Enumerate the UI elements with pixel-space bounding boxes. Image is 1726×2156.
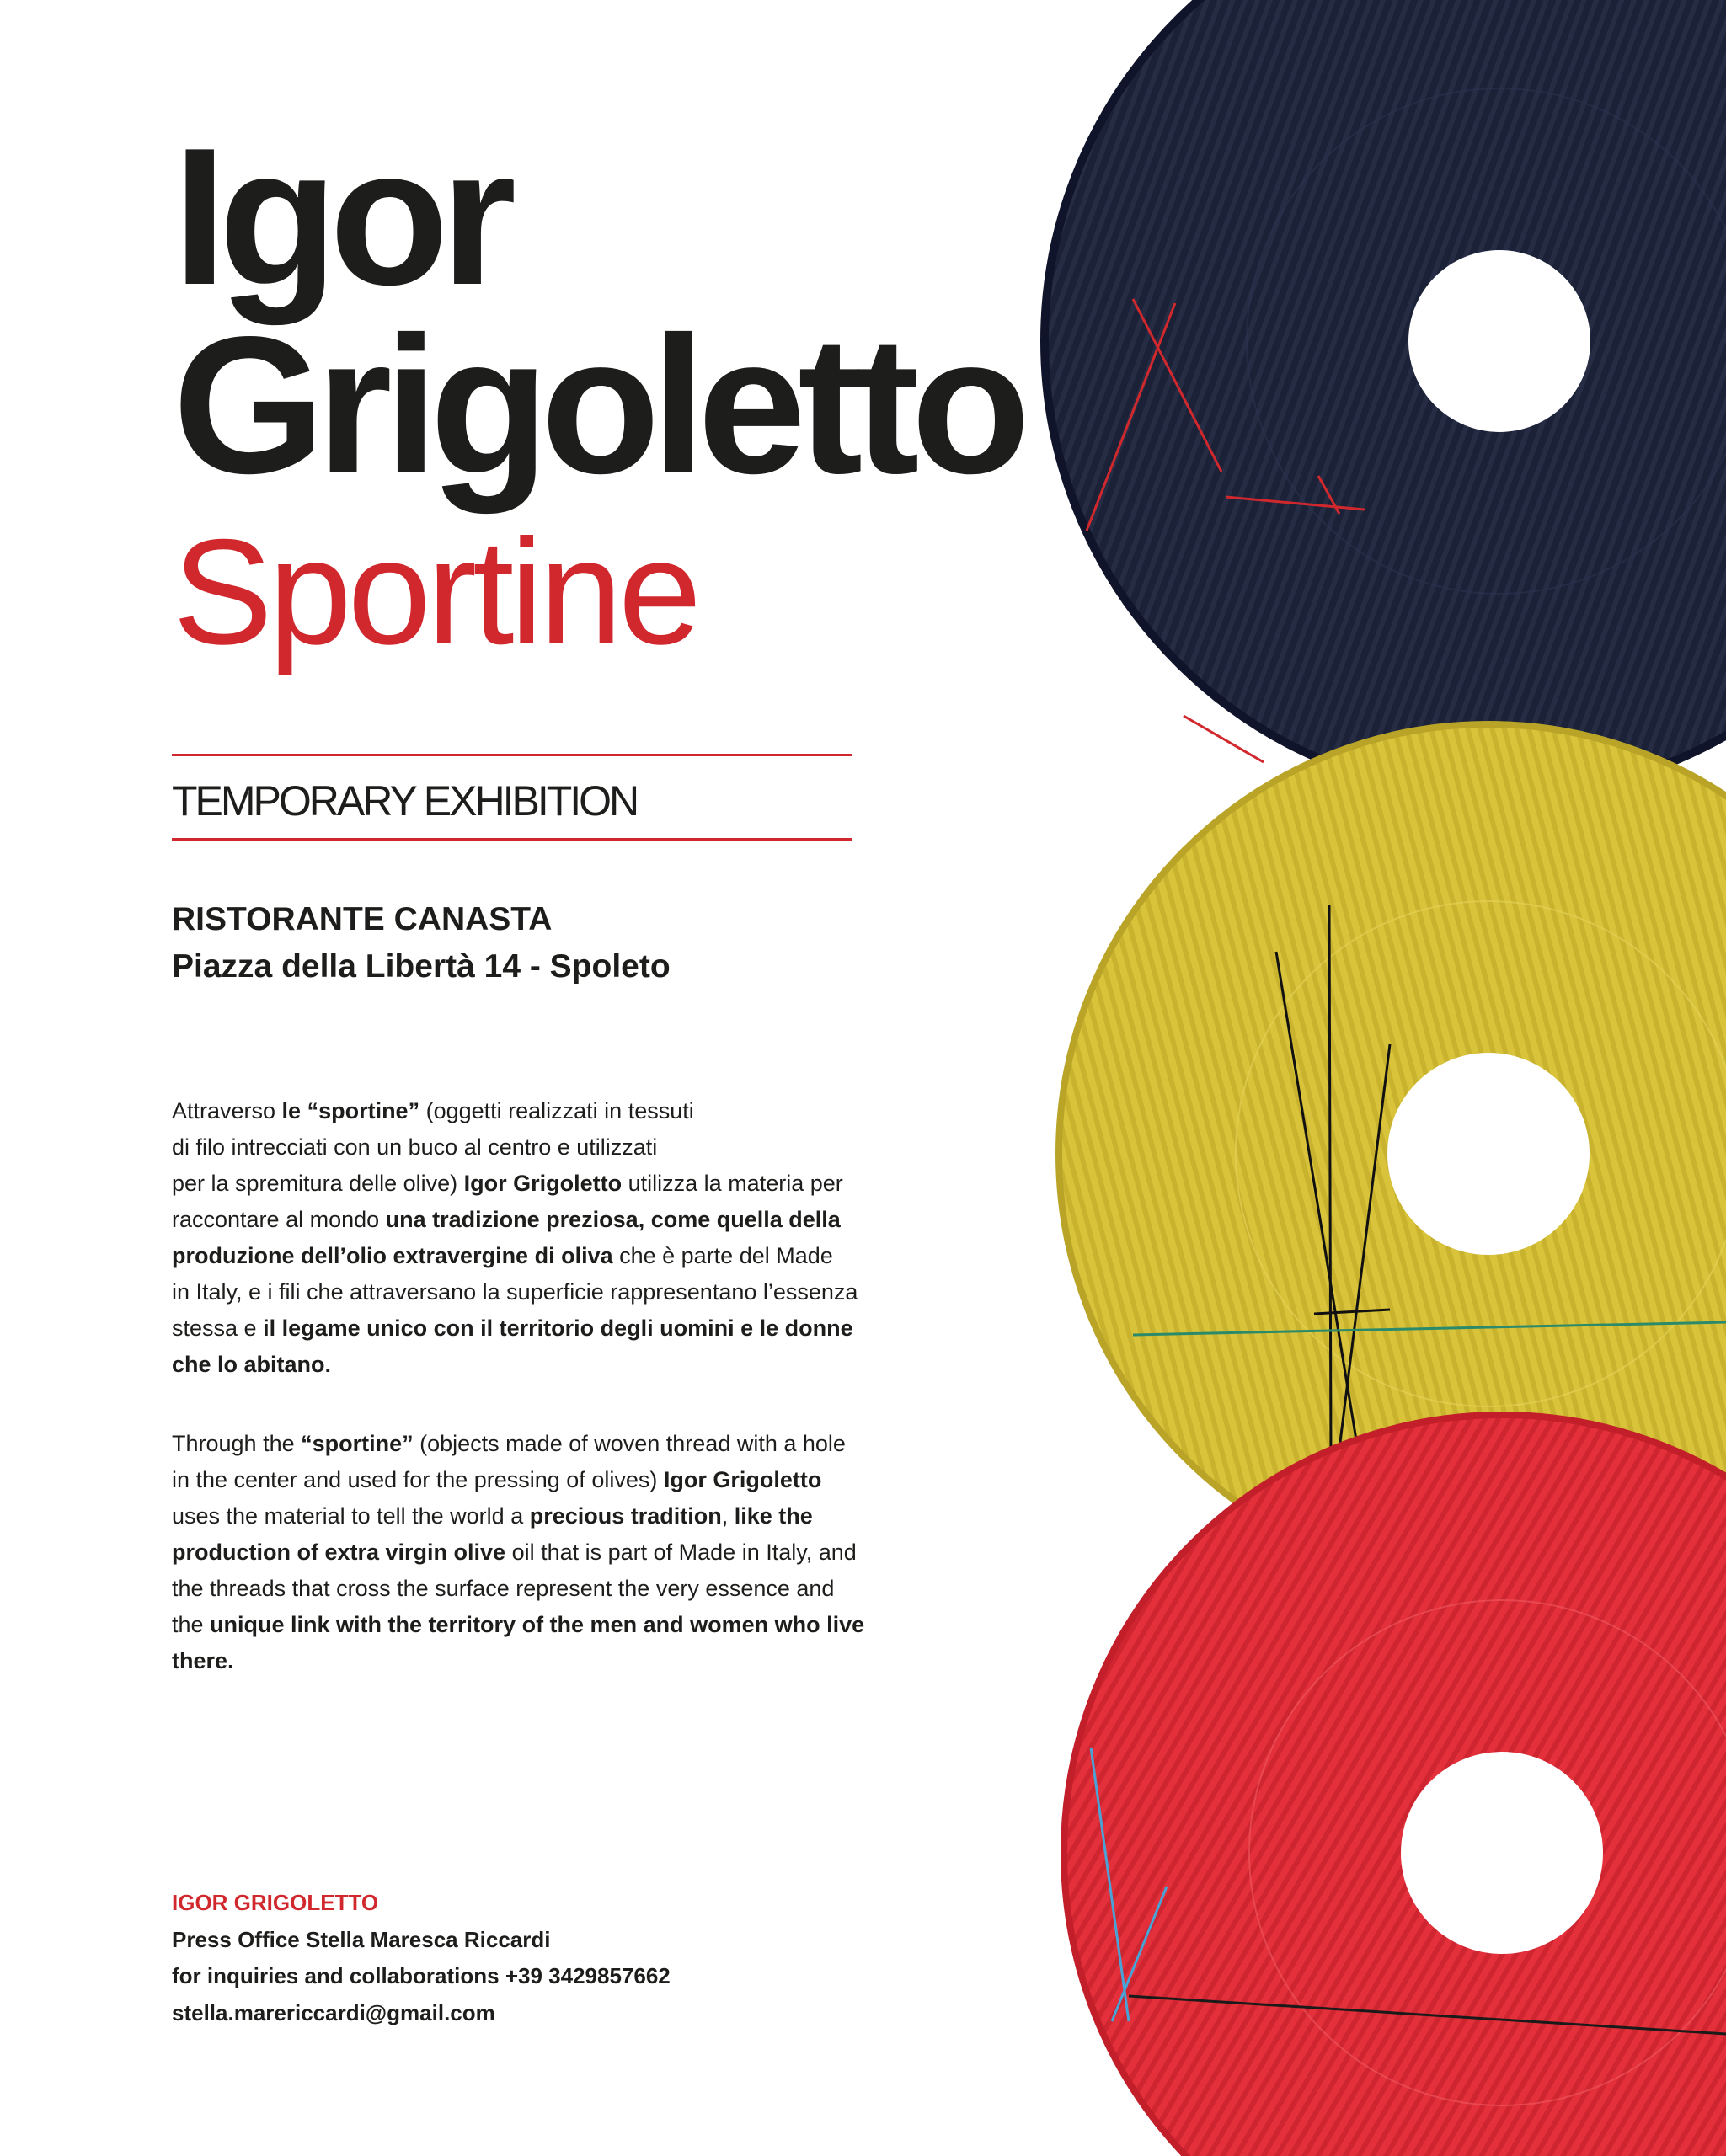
paragraph-line	[172, 1238, 930, 1274]
emphasis-text: “sportine”	[301, 1431, 414, 1456]
emphasis-text: Igor Grigoletto	[663, 1467, 822, 1492]
body-text: uses the material to tell the world a	[172, 1503, 530, 1529]
body-text: per la spremitura delle olive)	[172, 1171, 464, 1196]
paragraph-line	[172, 1571, 930, 1607]
paragraph-line	[172, 1462, 930, 1498]
body-text: in Italy, e i fili che attraversano la superficie rappresentano l’essenza	[172, 1279, 858, 1305]
red-sportina-disc	[1064, 1415, 1726, 2156]
body-text: ,	[721, 1503, 735, 1529]
venue-address: Piazza della Libertà 14 - Spoleto	[172, 948, 671, 985]
paragraph-line	[172, 1643, 930, 1679]
navy-sportina-disc	[1045, 0, 1726, 796]
exhibition-subtitle: TEMPORARY EXHIBITION	[172, 777, 638, 825]
title-artist-first-name: Igor	[173, 108, 509, 326]
body-text: (oggetti realizzati in tessuti	[419, 1098, 694, 1123]
paragraph-line	[172, 1534, 930, 1571]
paragraph-line	[172, 1202, 930, 1238]
body-text: utilizza la materia per	[622, 1171, 843, 1196]
italian-description	[172, 1093, 930, 1383]
divider-bottom	[172, 838, 852, 841]
emphasis-text: Igor Grigoletto	[463, 1171, 623, 1196]
emphasis-text: produzione dell’olio extravergine di oliva	[172, 1243, 613, 1268]
contact-press-office: Press Office Stella Maresca Riccardi	[172, 1927, 551, 1952]
body-text: Attraverso	[172, 1098, 282, 1123]
paragraph-line	[172, 1607, 930, 1643]
paragraph-line	[172, 1310, 930, 1347]
english-description	[172, 1426, 930, 1679]
paragraph-line	[172, 1093, 930, 1129]
paragraph-line	[172, 1426, 930, 1462]
body-text: di filo intrecciati con un buco al centro e utilizzati	[172, 1134, 658, 1160]
paragraph-line	[172, 1166, 930, 1202]
body-text: raccontare al mondo	[172, 1207, 386, 1232]
contact-artist-name: IGOR GRIGOLETTO	[172, 1890, 379, 1915]
emphasis-text: le “sportine”	[281, 1098, 420, 1123]
emphasis-text: like the	[734, 1503, 813, 1529]
emphasis-text: precious tradition	[529, 1503, 722, 1529]
title-artist-last-name: Grigoletto	[173, 296, 1023, 515]
body-text: the	[172, 1612, 211, 1637]
paragraph-line	[172, 1274, 930, 1310]
body-text: stessa e	[172, 1315, 264, 1341]
emphasis-text: production of extra virgin olive	[172, 1540, 506, 1565]
emphasis-text: il legame unico con il territorio degli uomini e le donne	[263, 1315, 853, 1341]
paragraph-line	[172, 1129, 930, 1166]
emphasis-text: unique link with the territory of the men and women who live	[210, 1612, 865, 1637]
emphasis-text: there.	[172, 1648, 234, 1673]
body-text: oil that is part of Made in Italy, and	[505, 1540, 857, 1565]
paragraph-line	[172, 1347, 930, 1383]
body-text: the threads that cross the surface represent the very essence and	[172, 1576, 835, 1601]
body-text: (objects made of woven thread with a hole	[413, 1431, 846, 1456]
emphasis-text: che lo abitano.	[172, 1352, 332, 1377]
paragraph-line	[172, 1498, 930, 1534]
emphasis-text: una tradizione preziosa, come quella della	[385, 1207, 841, 1232]
body-text: in the center and used for the pressing of olives)	[172, 1467, 664, 1492]
venue-name: RISTORANTE CANASTA	[172, 901, 553, 937]
body-text: che è parte del Made	[612, 1243, 833, 1268]
title-exhibition-name: Sportine	[173, 508, 697, 675]
divider-top	[172, 754, 852, 756]
body-text: Through the	[172, 1431, 302, 1456]
contact-email[interactable]: stella.marericcardi@gmail.com	[172, 2000, 495, 2025]
contact-phone[interactable]: for inquiries and collaborations +39 3429857662	[172, 1963, 671, 1988]
